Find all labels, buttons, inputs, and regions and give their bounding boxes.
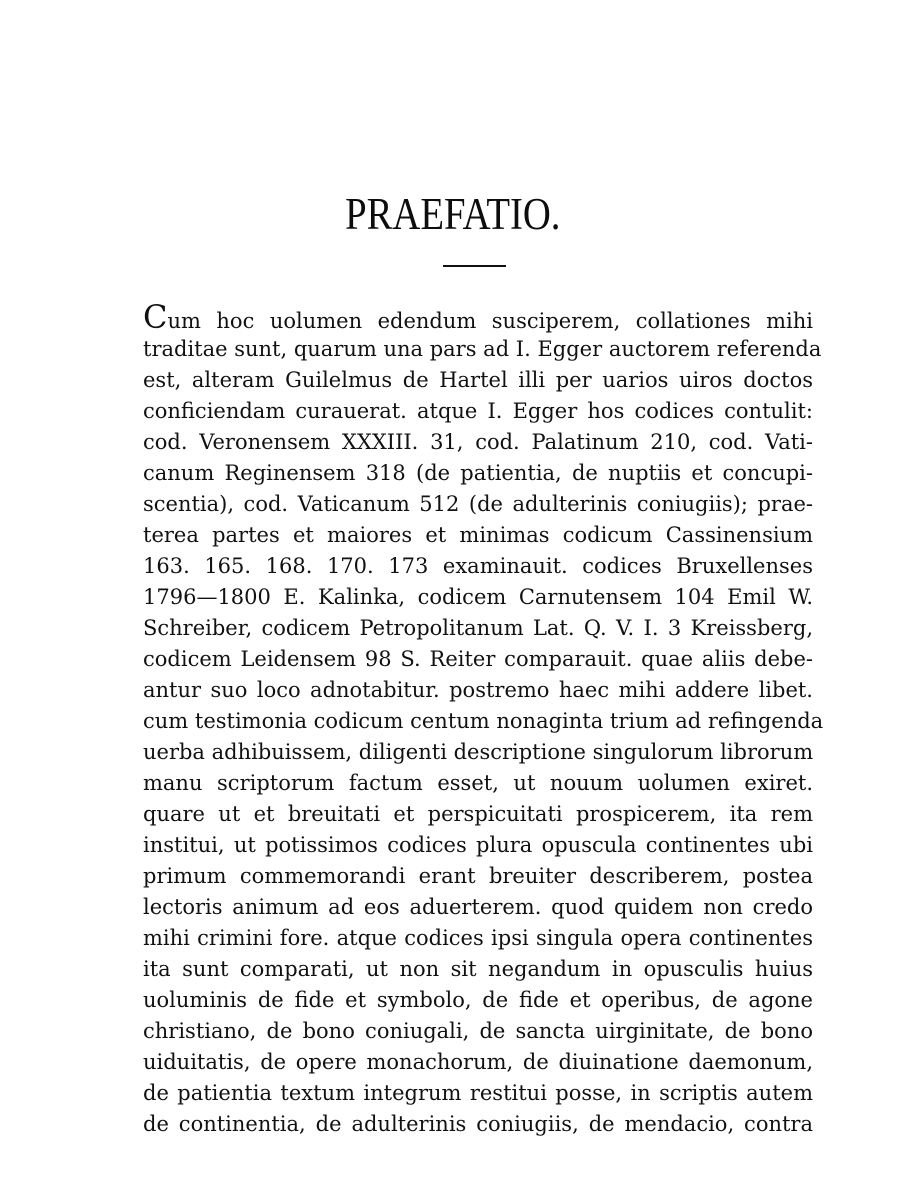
text-line-9: 163. 165. 168. 170. 173 examinauit. codices Bruxellenses xyxy=(143,554,813,578)
text-line-25: uiduitatis, de opere monachorum, de diuinatione daemonum, xyxy=(143,1050,813,1074)
text-line-11: Schreiber, codicem Petropolitanum Lat. Q. V. I. 3 Kreissberg, xyxy=(143,616,813,640)
text-line-21: mihi crimini fore. atque codices ipsi singula opera continentes xyxy=(143,926,813,950)
page-title: PRAEFATIO. xyxy=(345,189,561,239)
text-line-2: traditae sunt, quarum una pars ad I. Egger auctorem referenda xyxy=(143,337,822,361)
text-line-23: uoluminis de fide et symbolo, de fide et operibus, de agone xyxy=(143,988,813,1012)
preface-paragraph xyxy=(143,298,824,1140)
text-line-7: scentia), cod. Vaticanum 512 (de adulterinis coniugiis); prae- xyxy=(143,492,813,516)
first-line-text: um hoc uolumen edendum susciperem, collationes mihi xyxy=(167,309,813,333)
text-line-10: 1796—1800 E. Kalinka, codicem Carnutensem 104 Emil W. xyxy=(143,585,813,609)
title-rule xyxy=(443,265,506,267)
text-line-27: de continentia, de adulterinis coniugiis, de mendacio, contra xyxy=(143,1112,813,1136)
text-line-5: cod. Veronensem XXXIII. 31, cod. Palatinum 210, cod. Vati- xyxy=(143,430,813,454)
text-line-12: codicem Leidensem 98 S. Reiter comparauit. quae aliis debe- xyxy=(143,647,813,671)
text-line-16: manu scriptorum factum esset, ut nouum uolumen exiret. xyxy=(143,771,813,795)
text-line-6: canum Reginensem 318 (de patientia, de nuptiis et concupi- xyxy=(143,461,813,485)
text-line-17: quare ut et breuitati et perspicuitati prospicerem, ita rem xyxy=(143,802,813,826)
text-line-18: institui, ut potissimos codices plura opuscula continentes ubi xyxy=(143,833,813,857)
text-line-8: terea partes et maiores et minimas codicum Cassinensium xyxy=(143,523,813,547)
text-line-24: christiano, de bono coniugali, de sancta uirginitate, de bono xyxy=(143,1019,813,1043)
text-line-20: lectoris animum ad eos aduerterem. quod quidem non credo xyxy=(143,895,813,919)
text-line-3: est, alteram Guilelmus de Hartel illi per uarios uiros doctos xyxy=(143,368,813,392)
text-line-15: uerba adhibuissem, diligenti descriptione singulorum librorum xyxy=(143,740,814,764)
text-line-1 xyxy=(143,300,813,334)
text-line-4: conficiendam curauerat. atque I. Egger hos codices contulit: xyxy=(143,399,813,423)
text-line-22: ita sunt comparati, ut non sit negandum in opusculis huius xyxy=(143,957,813,981)
initial-letter: C xyxy=(143,298,168,336)
text-line-26: de patientia textum integrum restitui posse, in scriptis autem xyxy=(143,1081,813,1105)
text-line-14: cum testimonia codicum centum nonaginta trium ad refingenda xyxy=(143,709,824,733)
text-line-13: antur suo loco adnotabitur. postremo haec mihi addere libet. xyxy=(143,678,813,702)
text-line-19: primum commemorandi erant breuiter describerem, postea xyxy=(143,864,813,888)
